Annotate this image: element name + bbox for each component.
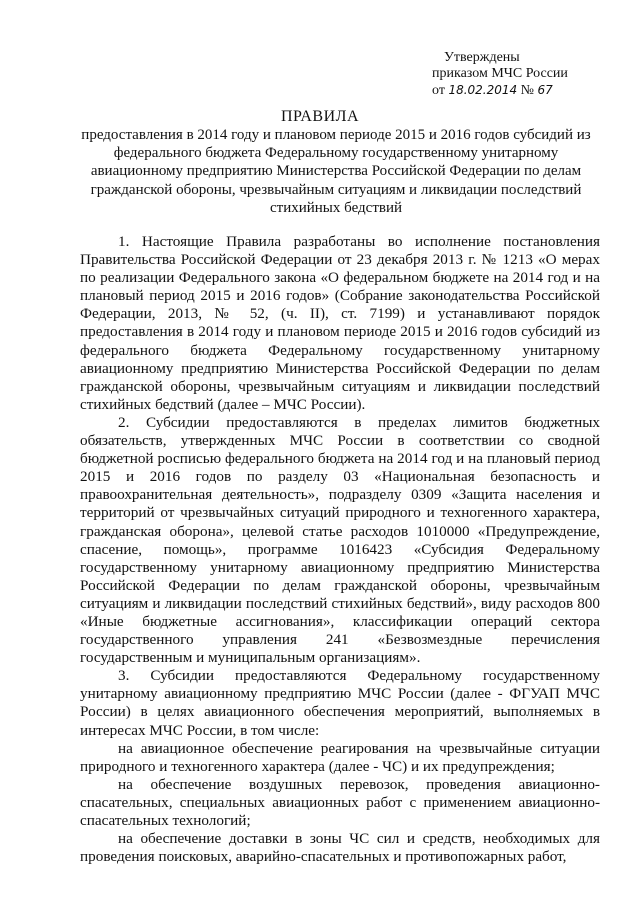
approval-number-value: 67 — [537, 83, 553, 97]
paragraph-2: 2. Субсидии предоставляются в пределах лимитов бюджетных обязательств, утвержденных МЧС России в соответствии со сводной бюджетной росписью федерального бюджета на 2014 год и на плановый период 2015 и 2016 годов по разделу 03 «Национальная безопасность и правоохранительная деятельность», подразделу 0309 «Защита населения и территорий от чрезвычайных ситуаций природного и техногенного характера, гражданская оборона», целевой статье расходов 1010000 «Предупреждение, спасение, помощь», программе 1016423 «Субсидия Федеральному государственному унитарному авиационному предприятию Министерства Российской Федерации по делам гражданской обороны, чрезвычайным ситуациям и ликвидации последствий стихийных бедствий», виду расходов 800 «Иные бюджетные ассигнования», классификации операций сектора государственного управления 241 «Безвозмездные перечисления государственным и муниципальным организациям». — [80, 413, 600, 667]
paragraph-3-item-3: на обеспечение доставки в зоны ЧС сил и средств, необходимых для проведения поисковых, аварийно-спасательных и противопожарных работ, — [80, 830, 600, 866]
paragraph-3-item-1: на авиационное обеспечение реагирования на чрезвычайные ситуации природного и техногенного характера (далее - ЧС) и их предупреждения; — [80, 739, 600, 775]
approval-stamp — [432, 50, 632, 99]
approval-line-2: приказом МЧС России — [432, 66, 568, 81]
paragraph-3: 3. Субсидии предоставляются Федеральному государственному унитарному авиационному предприятию МЧС России (далее - ФГУАП МЧС России) в целях авиационного обеспечения мероприятий, выполняемых в интересах МЧС России, в том числе: — [80, 667, 600, 739]
approval-date-value: 18.02.2014 — [448, 83, 518, 97]
approval-date-prefix: от — [432, 83, 445, 98]
approval-number-prefix: № — [520, 83, 535, 98]
document-title: ПРАВИЛА — [280, 108, 360, 125]
paragraph-3-item-2: на обеспечение воздушных перевозок, проведения авиационно-спасательных, специальных авиационных работ с применением авиационно-спасательных технологий; — [80, 775, 600, 829]
approval-line-1: Утверждены — [444, 50, 520, 65]
paragraph-1: 1. Настоящие Правила разработаны во исполнение постановления Правительства Российской Федерации от 23 декабря 2013 г. № 1213 «О мерах по реализации Федерального закона «О федеральном бюджете на 2014 год и на плановый период 2015 и 2016 годов» (Собрание законодательства Российской Федерации, 2013, № 52, (ч. II), ст. 7199) и устанавливают порядок предоставления в 2014 году и плановом периоде 2015 и 2016 годов субсидий из федерального бюджета Федеральному государственному унитарному авиационному предприятию Министерства Российской Федерации по делам гражданской обороны, чрезвычайным ситуациям и ликвидации последствий стихийных бедствий (далее – МЧС России). — [80, 233, 600, 413]
document-body — [80, 233, 600, 866]
approval-date-line — [432, 82, 632, 99]
document-subtitle: предоставления в 2014 году и плановом периоде 2015 и 2016 годов субсидий из федерального бюджета Федеральному государственному унитарному авиационному предприятию Министерства Российской Федерации по делам гражданской обороны, чрезвычайным ситуациям и ликвидации последствий стихийных бедствий — [81, 127, 591, 216]
